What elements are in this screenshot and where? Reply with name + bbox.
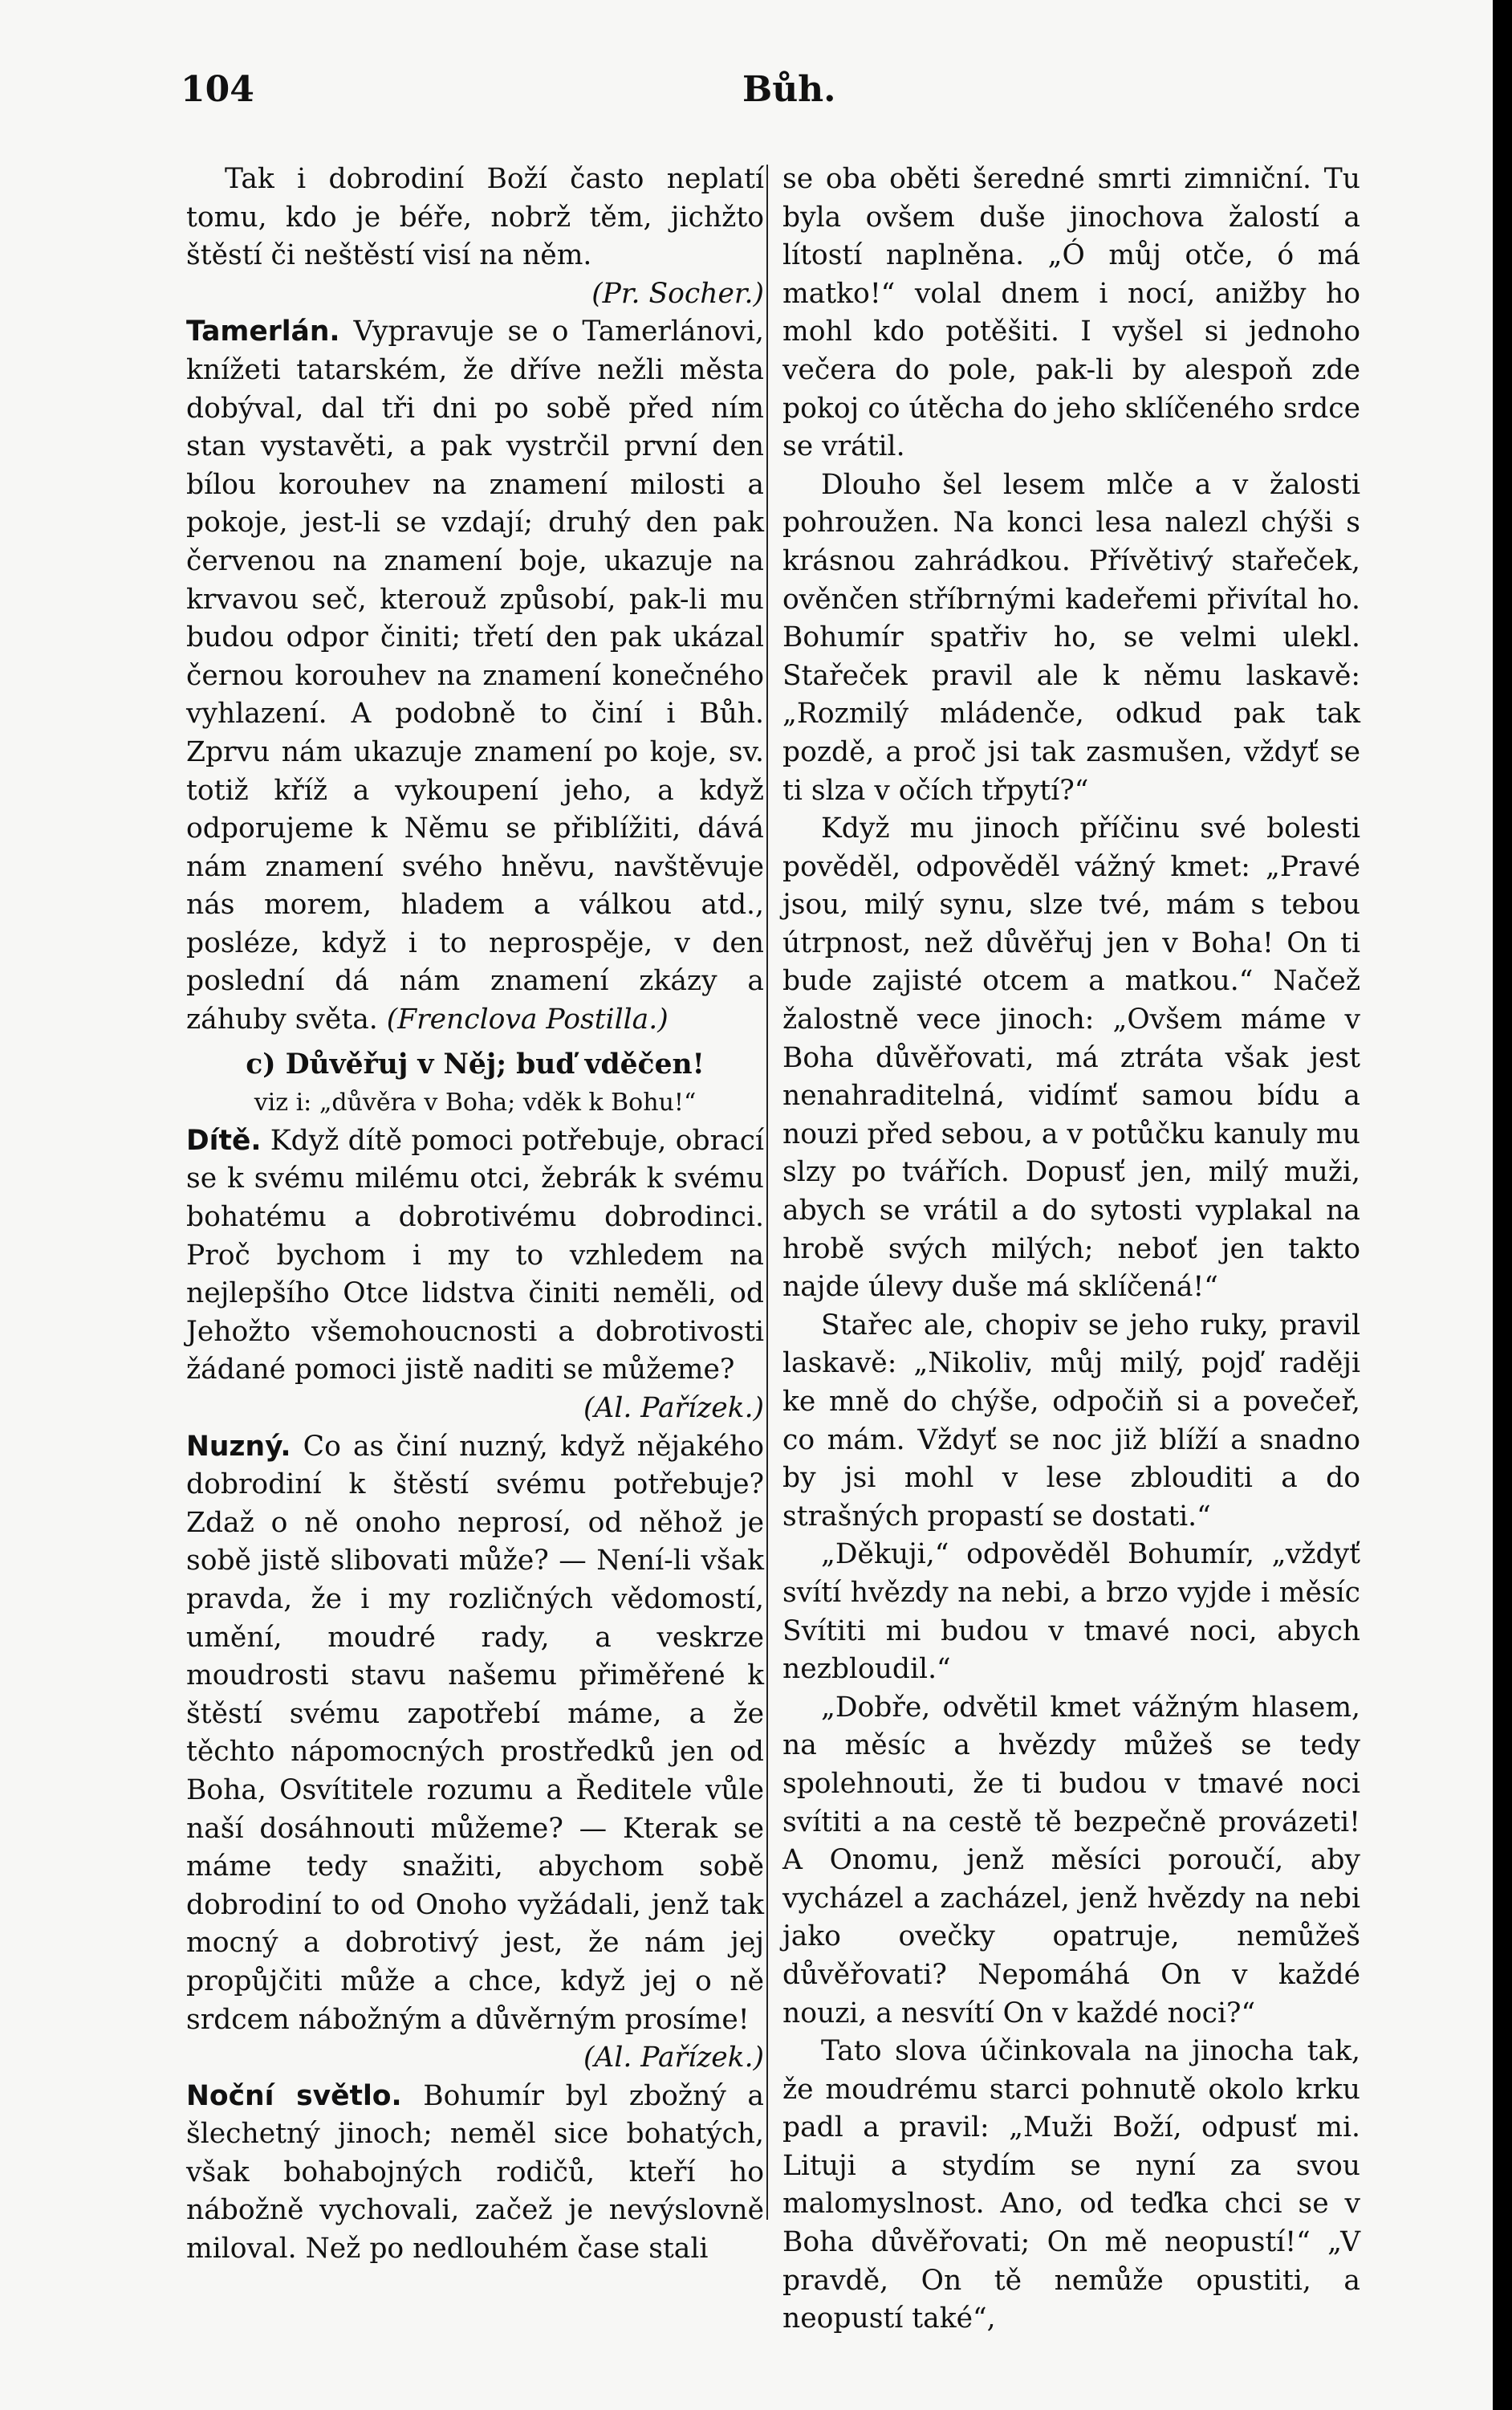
paragraph: Když mu jinoch příčinu své bolesti pověděl, odpověděl vážný kmet: „Pravé jsou, milý synu, slze tvé, mám s tebou útrpnost, než důvěřuj jen v Boha! On ti bude zajisté otcem a matkou.“ Načež žalostně vece jinoch: „Ovšem máme v Boha důvěřovati, má ztráta však jest nenahraditelná, vidímť samou bídu a nouzi před sebou, a v potůčku kanuly mu slzy po tvářích. Dopusť jen, milý muži, abych se vrátil a do sytosti vyplakal na hrobě svých milých; neboť jen takto najde úlevy duše má sklíčená!“ — [782, 812, 1360, 1304]
entry-text: Když dítě pomoci potřebuje, obrací se k svému milému otci, žebrák k svému bohatému a dobrotivému dobrodinci. Proč bychom i my to vzhledem na nejlepšího Otce lidstva činiti neměli, od Jehožto všemohoucnosti a dobrotivosti žádané pomoci jistě naditi se můžeme? — [186, 1124, 764, 1386]
page-header — [181, 69, 1352, 125]
source-citation: (Frenclova Postilla.) — [386, 1003, 669, 1036]
entry-text: Co as činí nuzný, když nějakého dobrodiní k štěstí svému potřebuje? Zdaž o ně onoho neprosí, od něhož je sobě jistě slibovati může? — Není-li však pravda, že i my rozličných vědomostí, umění, moudré rady, a veskrze moudrosti stavu našemu přiměřené k štěstí svému zapotřebí máme, a že těchto nápomocných prostředků jen od Boha, Osvítitele rozumu a Ředitele vůle naší dosáhnouti můžeme? — Kterak se máme tedy snažiti, abychom sobě dobrodiní to od Onoho vyžádali, jenž tak mocný a dobrotivý jest, že nám jej propůjčiti může a chce, když jej o ně srdcem nábožným a důvěrným prosíme! — [186, 1430, 765, 2036]
paragraph: Dlouho šel lesem mlče a v žalosti pohroužen. Na konci lesa nalezl chýši s krásnou zahrádkou. Přívětivý stařeček, ověnčen stříbrnými kadeřemi přivítal ho. Bohumír spatřiv ho, se velmi ulekl. Stařeček pravil ale k němu laskavě: „Rozmilý mládenče, odkud pak tak pozdě, a proč jsi tak zasmušen, vždyť se ti slza v očích třpytí?“ — [782, 468, 1360, 807]
paragraph: „Děkuji,“ odpověděl Bohumír, „vždyť svítí hvězdy na nebi, a brzo vyjde i měsíc Svítiti mi budou v tmavé noci, abych nezbloudil.“ — [782, 1538, 1360, 1686]
paragraph: „Dobře, odvětil kmet vážným hlasem, na měsíc a hvězdy můžeš se tedy spolehnouti, že ti budou v tmavé noci svítiti a na cestě tě bezpečně provázeti! A Onomu, jenž měsíci poroučí, aby vycházel a zacházel, jenž hvězdy na nebi jako ovečky opatruje, nemůžeš důvěřovati? Nepomáhá On v každé nouzi, a nesvítí On v každé noci?“ — [782, 1691, 1360, 2029]
entry-keyword: Tamerlán. — [186, 315, 340, 348]
section-subheading: viz i: „důvěra v Boha; vděk k Bohu!“ — [254, 1089, 697, 1117]
paragraph — [186, 2078, 764, 2269]
paragraph — [186, 1122, 764, 1390]
paragraph — [186, 313, 764, 1039]
entry-text: Bohumír byl zbožný a šlechetný jinoch; neměl sice bohatých, však bohabojných rodičů, kteří ho nábožně vychovali, začež je nevýslovně miloval. Než po nedlouhém čase stali — [186, 2079, 764, 2265]
paragraph — [186, 1428, 764, 2040]
right-column — [782, 161, 1360, 2339]
column-divider — [766, 165, 768, 2220]
source-citation: (Pr. Socher.) — [591, 277, 764, 310]
source-citation: (Al. Pařízek.) — [583, 2042, 764, 2074]
entry-keyword: Nuzný. — [186, 1430, 291, 1463]
source-citation: (Al. Pařízek.) — [583, 1392, 764, 1424]
section-heading: c) Důvěřuj v Něj; buď vděčen! — [246, 1048, 705, 1081]
entry-keyword: Noční světlo. — [186, 2079, 402, 2112]
paragraph: Tato slova účinkovala na jinocha tak, že moudrému starci pohnutě okolo krku padl a pravil: „Muži Boží, odpusť mi. Lituji a stydím se nyní za svou malomyslnost. Ano, od teďka chci se v Boha důvěřovati; On mě neopustí!“ „V pravdě, On tě nemůže opustiti, a neopustí také“, — [782, 2035, 1360, 2335]
paragraph: se oba oběti šeredné smrti zimniční. Tu byla ovšem duše jinochova žalostí a lítostí naplněna. „Ó můj otče, ó má matko!“ volal dnem i nocí, anižby ho mohl kdo potěšiti. I vyšel si jednoho večera do pole, pak-li by alespoň zde pokoj co útěcha do jeho sklíčeného srdce se vrátil. — [782, 163, 1360, 463]
left-column — [186, 161, 764, 2269]
entry-text: Vypravuje se o Tamerlánovi, knížeti tatarském, že dříve nežli města dobýval, dal tři dni po sobě před ním stan vystavěti, a pak vystrčil první den bílou korouhev na znamení milosti a pokoje, jest-li se vzdají; druhý den pak červenou na znamení boje, ukazuje na krvavou seč, kterouž způsobí, pak-li mu budou odpor činiti; třetí den pak ukázal černou korouhev na znamení konečného vyhlazení. A podobně to činí i Bůh. Zprvu nám ukazuje znamení po koje, sv. totiž kříž a vykoupení jeho, a když odporujeme k Němu se přiblížiti, dává nám znamení svého hněvu, navštěvuje nás morem, hladem a válkou atd., posléze, když i to neprospěje, v den poslední dá nám znamení zkázy a záhuby světa. — [186, 315, 764, 1036]
entry-keyword: Dítě. — [186, 1124, 262, 1157]
paragraph: Stařec ale, chopiv se jeho ruky, pravil laskavě: „Nikoliv, můj milý, pojď raději ke mně do chýše, odpočiň si a povečeř, co mám. Vždyť se noc již blíží a snadno by jsi mohl v lese zblouditi a do strašných propastí se dostati.“ — [782, 1309, 1360, 1533]
page-number: 104 — [181, 69, 254, 110]
paragraph: Tak i dobrodiní Boží často neplatí tomu, kdo je béře, nobrž těm, jichžto štěstí či neštěstí visí na něm. — [186, 163, 764, 272]
running-head: Bůh. — [742, 69, 836, 110]
